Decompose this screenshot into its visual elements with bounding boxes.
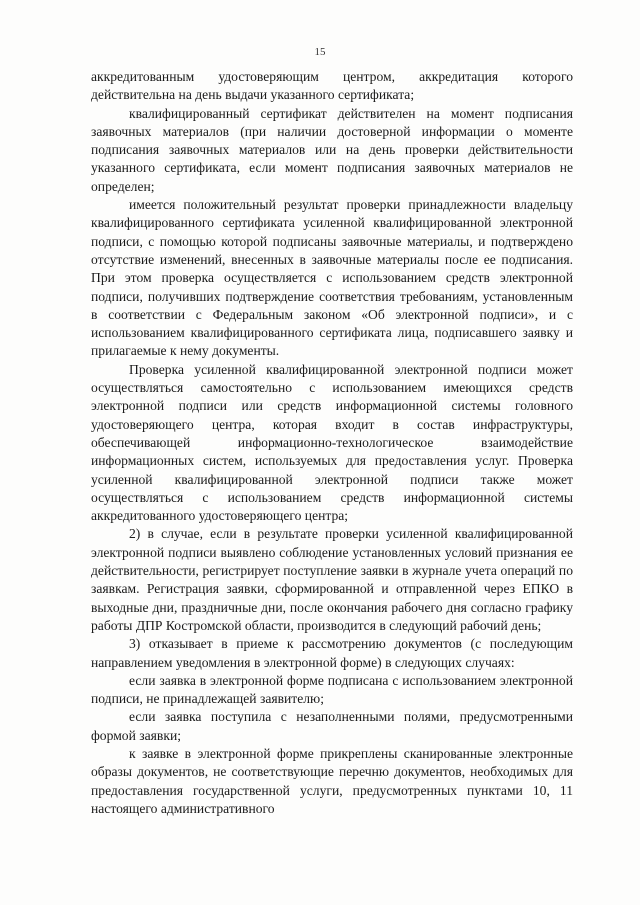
document-body: [91, 68, 573, 818]
paragraph-7: если заявка в электронной форме подписана с использованием электронной подписи, не принадлежащей заявителю;: [91, 672, 573, 707]
paragraph-2: квалифицированный сертификат действителен на момент подписания заявочных материалов (при наличии достоверной информации о моменте подписания заявочных материалов или на день проверки действительности указанного сертификата, если момент подписания заявочных материалов не определен;: [91, 105, 573, 194]
paragraph-3: имеется положительный результат проверки принадлежности владельцу квалифицированного сертификата усиленной квалифицированной электронной подписи, с помощью которой подписаны заявочные материалы, и подтверждено отсутствие изменений, внесенных в заявочные материалы после ее подписания. При этом проверка осуществляется с использованием средств электронной подписи, получивших подтверждение соответствия требованиям, установленным в соответствии с Федеральным законом «Об электронной подписи», и с использованием квалифицированного сертификата лица, подписавшего заявку и прилагаемые к нему документы.: [91, 197, 573, 359]
paragraph-1: аккредитованным удостоверяющим центром, аккредитация которого действительна на день выдачи указанного сертификата;: [91, 69, 573, 103]
paragraph-8: если заявка поступила с незаполненными полями, предусмотренными формой заявки;: [91, 709, 573, 743]
paragraph-6: 3) отказывает в приеме к рассмотрению документов (с последующим направлением уведомления в электронной форме) в следующих случаях:: [91, 636, 573, 670]
page-number: 15: [314, 46, 326, 58]
paragraph-5: 2) в случае, если в результате проверки усиленной квалифицированной электронной подписи выявлено соблюдение установленных условий признания ее действительности, регистрирует поступление заявки в журнале учета операций по заявкам. Регистрация заявки, сформированной и отправленной через ЕПКО в выходные дни, праздничные дни, после окончания рабочего дня согласно графику работы ДПР Костромской области, производится в следующий рабочий день;: [91, 526, 573, 633]
paragraph-4: Проверка усиленной квалифицированной электронной подписи может осуществляться самостоятельно с использованием имеющихся средств электронной подписи или средств информационной системы головного удостоверяющего центра, которая входит в состав инфраструктуры, обеспечивающей информационно-технологическое взаимодействие информационных систем, используемых для предоставления услуг. Проверка усиленной квалифицированной электронной подписи также может осуществляться с использованием средств информационной системы аккредитованного удостоверяющего центра;: [91, 361, 573, 524]
paragraph-9: к заявке в электронной форме прикреплены сканированные электронные образы документов, не соответствующие перечню документов, необходимых для предоставления государственной услуги, предусмотренных пунктами 10, 11 настоящего административного: [91, 745, 573, 816]
